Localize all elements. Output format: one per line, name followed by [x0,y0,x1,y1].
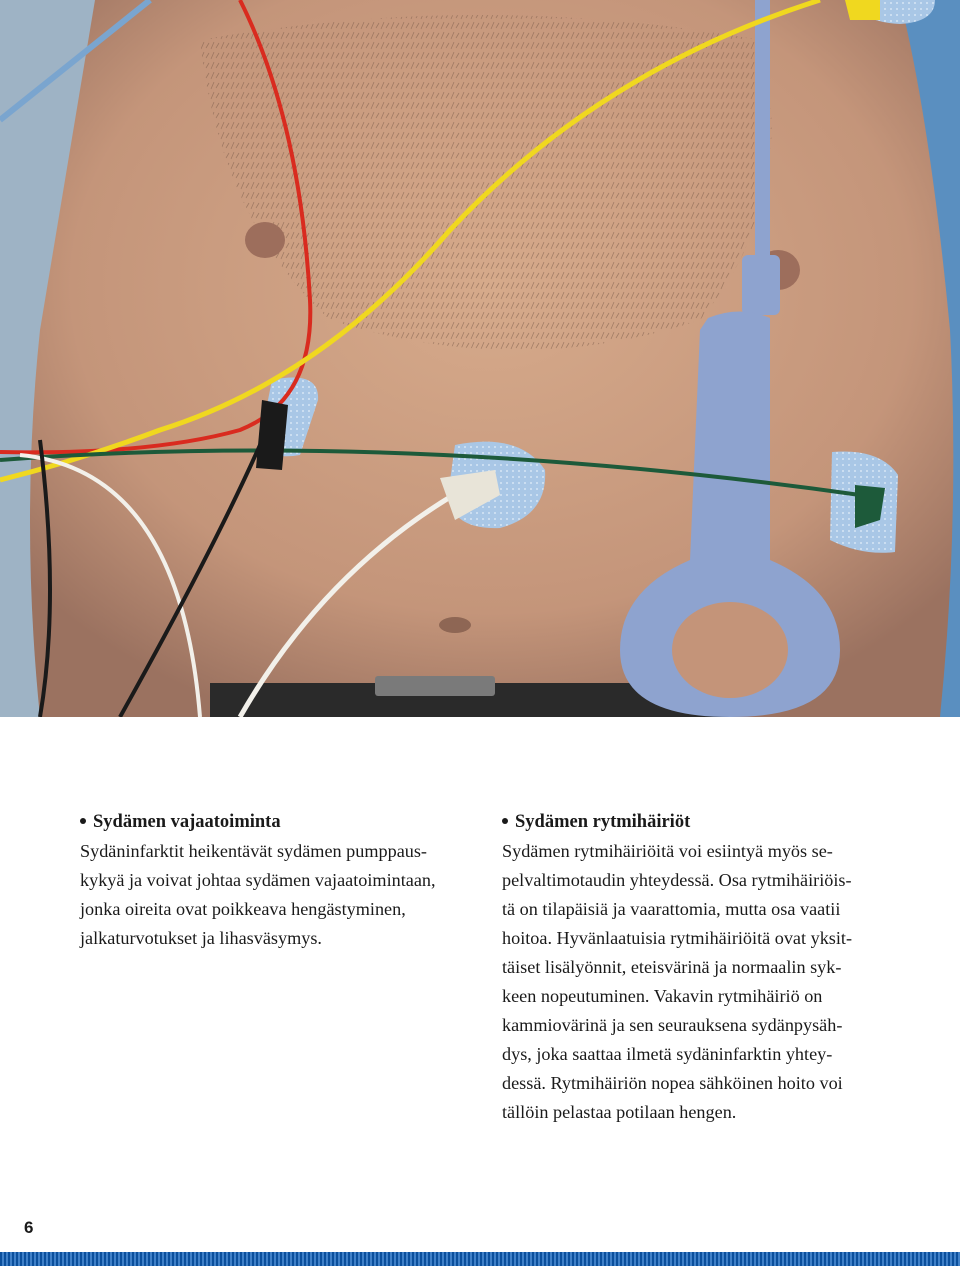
bullet-icon [502,818,508,824]
bullet-icon [80,818,86,824]
section-heading [502,808,902,837]
body-line: dys, joka saattaa ilmetä sydäninfarktin yhtey- [502,1044,833,1064]
body-line: jonka oireita ovat poikkeava hengästyminen, [80,899,406,919]
body-line: tällöin pelastaa potilaan hengen. [502,1102,737,1122]
right-column [502,808,902,1127]
heading-text: Sydämen vajaatoiminta [93,812,281,832]
body-line: jalkaturvotukset ja lihasväsymys. [80,928,322,948]
section-heading [80,808,480,837]
body-line: Sydäninfarktit heikentävät sydämen pumppaus- [80,841,427,861]
body-line: tä on tilapäisiä ja vaarattomia, mutta osa vaatii [502,899,841,919]
body-line: dessä. Rytmihäiriön nopea sähköinen hoito voi [502,1073,843,1093]
left-column [80,808,480,953]
body-line: hoitoa. Hyvänlaatuisia rytmihäiriöitä ovat yksit- [502,928,853,948]
page-number: 6 [24,1218,34,1237]
body-line: kykyä ja voivat johtaa sydämen vajaatoimintaan, [80,870,436,890]
body-line: täiset lisälyönnit, eteisvärinä ja normaalin syk- [502,957,842,977]
body-line: Sydämen rytmihäiriöitä voi esiintyä myös se- [502,841,833,861]
footer-bar [0,1252,960,1266]
heading-text: Sydämen rytmihäiriöt [515,812,691,832]
body-line: pelvaltimotaudin yhteydessä. Osa rytmihäiriöis- [502,870,852,890]
body-line: keen nopeutuminen. Vakavin rytmihäiriö on [502,986,823,1006]
body-line: kammiovärinä ja sen seurauksena sydänpysäh- [502,1015,843,1035]
